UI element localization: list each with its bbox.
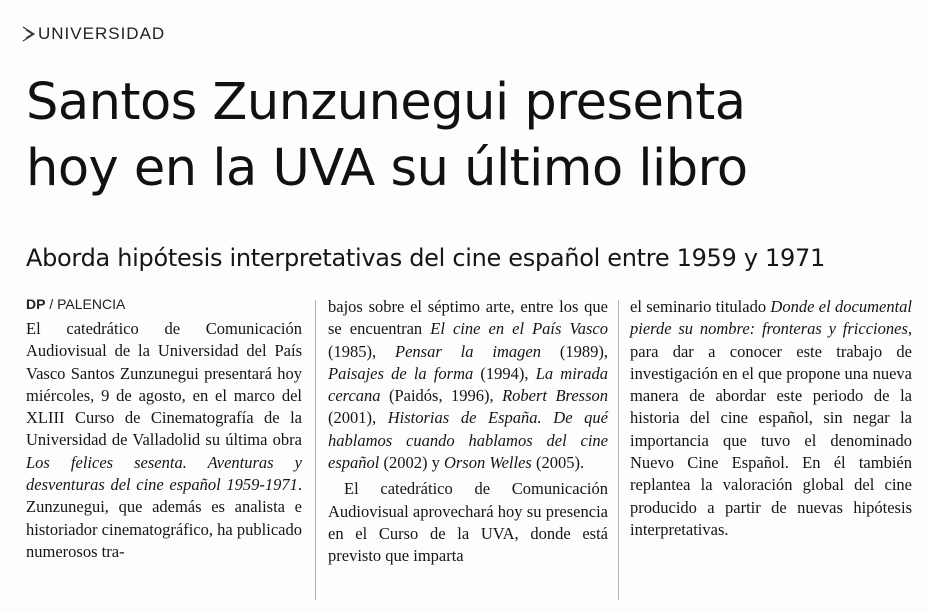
text-run: (Paidós, 1996),: [380, 386, 503, 406]
italic-title: La mirada cercana: [328, 363, 608, 406]
paragraph: [630, 296, 912, 541]
headline: [26, 70, 916, 202]
text-run: bajos sobre el séptimo arte, entre los que se encuentran: [328, 297, 608, 339]
byline-city: PALENCIA: [57, 296, 126, 312]
italic-title: Paisajes de la forma: [328, 363, 474, 383]
text-run: (2002) y: [379, 453, 444, 473]
italic-title: Pensar la imagen: [395, 341, 541, 361]
text-run: (1989),: [540, 341, 608, 361]
section-label: [22, 24, 165, 44]
byline-separator: /: [45, 296, 58, 312]
article-column-3: [630, 296, 912, 541]
text-run: el seminario titulado: [630, 297, 771, 316]
italic-title: Robert Bresson: [502, 386, 608, 406]
headline-line-1: Santos Zunzunegui presenta: [26, 73, 746, 132]
column-divider: [315, 300, 316, 600]
byline-agency: DP: [26, 296, 46, 312]
italic-title: Orson Welles: [443, 453, 532, 473]
subheadline: Aborda hipótesis interpretativas del cine español entre 1959 y 1971: [26, 244, 825, 272]
text-run: (1985),: [328, 341, 396, 361]
text-run: El catedrático de Comunicación Audiovisual aprovechará hoy su presencia en el Curso de la UVA, donde está previsto que imparta: [328, 479, 608, 566]
text-run: (2005).: [531, 453, 585, 473]
paragraph: [26, 318, 302, 563]
article-column-1: [26, 318, 302, 563]
headline-line-2: hoy en la UVA su último libro: [26, 139, 748, 198]
text-run: , para dar a conocer este trabajo de investigación en el que propone una nueva manera de abordar este periodo de la historia del cine español, sin negar la importancia que tuvo el denominado Nuevo Cine Español. En él también replantea la valoración global del cine producido a partir de nuevas hipótesis interpretativas.: [630, 319, 912, 539]
column-divider: [618, 300, 619, 600]
arrow-right-icon: [22, 26, 36, 42]
text-run: . Zunzunegui, que además es analista e historiador cinematográfico, ha publicado numerosos tra-: [26, 475, 302, 561]
section-title: UNIVERSIDAD: [38, 24, 166, 43]
italic-title: Donde el documental pierde su nombre: fronteras y fricciones: [630, 297, 912, 339]
byline: [26, 296, 125, 312]
italic-title: Historias de España. De qué hablamos cuando hablamos del cine español: [328, 408, 608, 473]
paragraph: [328, 478, 608, 567]
text-run: (1994),: [473, 363, 536, 383]
text-run: (2001),: [328, 408, 388, 428]
italic-title: El cine en el País Vasco: [430, 319, 608, 339]
italic-title: Los felices sesenta. Aventuras y desventuras del cine español 1959-1971: [26, 452, 302, 495]
paragraph: [328, 296, 608, 474]
article-column-2: [328, 296, 608, 568]
text-run: El catedrático de Comunicación Audiovisual de la Universidad del País Vasco Santos Zunzunegui presentará hoy miércoles, 9 de agosto, en el marco del XLIII Curso de Cinematografía de la Universidad de Valladolid su última obra: [26, 319, 302, 450]
